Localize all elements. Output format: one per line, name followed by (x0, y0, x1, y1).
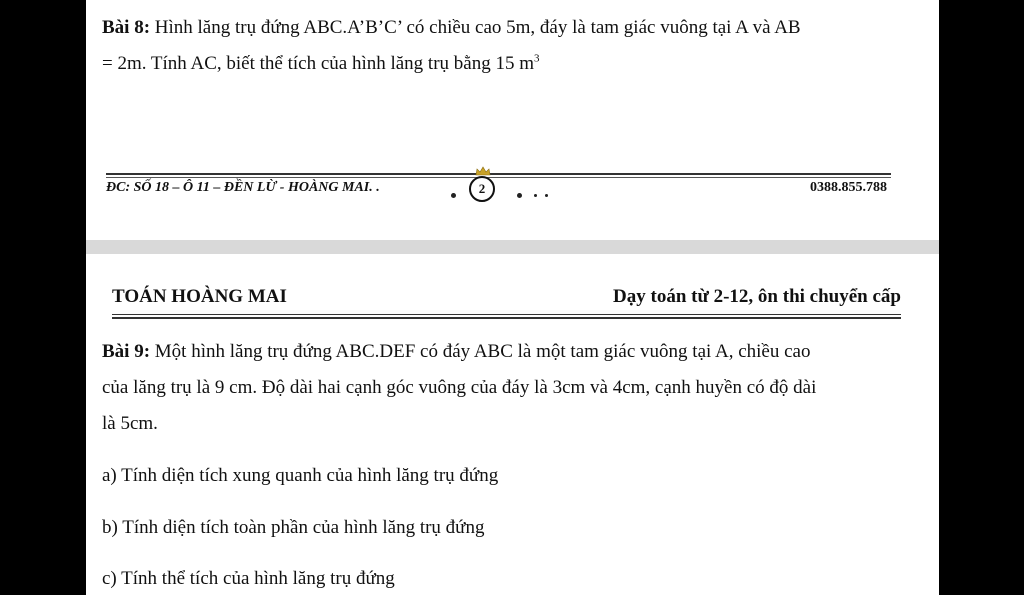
footer-divider (106, 173, 891, 175)
volume-exponent: 3 (534, 52, 540, 65)
problem-9-part-c: c) Tính thể tích của hình lăng trụ đứng (102, 568, 395, 589)
footer-divider-thin (106, 177, 891, 178)
problem-8-text-line-2: = 2m. Tính AC, biết thể tích của hình lăng trụ bằng 15 (102, 53, 515, 74)
header-divider-thick (112, 317, 901, 319)
document-page-2 (86, 254, 939, 595)
footer-dot (517, 193, 522, 198)
problem-9-text-line-3: là 5cm. (102, 413, 158, 434)
footer-dot (545, 194, 548, 197)
header-divider (112, 314, 901, 315)
volume-unit: m (519, 53, 535, 74)
problem-9-text-line-2: của lăng trụ là 9 cm. Độ dài hai cạnh góc vuông của đáy là 3cm và 4cm, cạnh huyền có độ dài (102, 377, 817, 398)
header-brand: TOÁN HOÀNG MAI (112, 286, 287, 307)
problem-9-part-b: b) Tính diện tích toàn phần của hình lăng trụ đứng (102, 517, 485, 538)
crown-icon (475, 166, 491, 176)
problem-9 (102, 334, 899, 442)
page-number-badge: 2 (469, 176, 495, 202)
problem-9-label: Bài 9: (102, 341, 151, 362)
problem-8-label: Bài 8: (102, 17, 151, 38)
problem-9-part-a: a) Tính diện tích xung quanh của hình lăng trụ đứng (102, 465, 499, 486)
problem-8 (102, 10, 899, 82)
document-page-1 (86, 0, 939, 240)
footer-phone: 0388.855.788 (810, 180, 887, 195)
footer-dot (534, 194, 537, 197)
footer-address: ĐC: SỐ 18 – Ô 11 – ĐỀN LỪ - HOÀNG MAI. . (106, 180, 380, 195)
problem-9-text-line-1: Một hình lăng trụ đứng ABC.DEF có đáy ABC là một tam giác vuông tại A, chiều cao (150, 341, 811, 362)
problem-8-text-line-1: Hình lăng trụ đứng ABC.A’B’C’ có chiều cao 5m, đáy là tam giác vuông tại A và AB (150, 17, 801, 38)
header-tagline: Dạy toán từ 2-12, ôn thi chuyển cấp (613, 286, 901, 307)
footer-dot (451, 193, 456, 198)
page-separator (86, 240, 939, 254)
